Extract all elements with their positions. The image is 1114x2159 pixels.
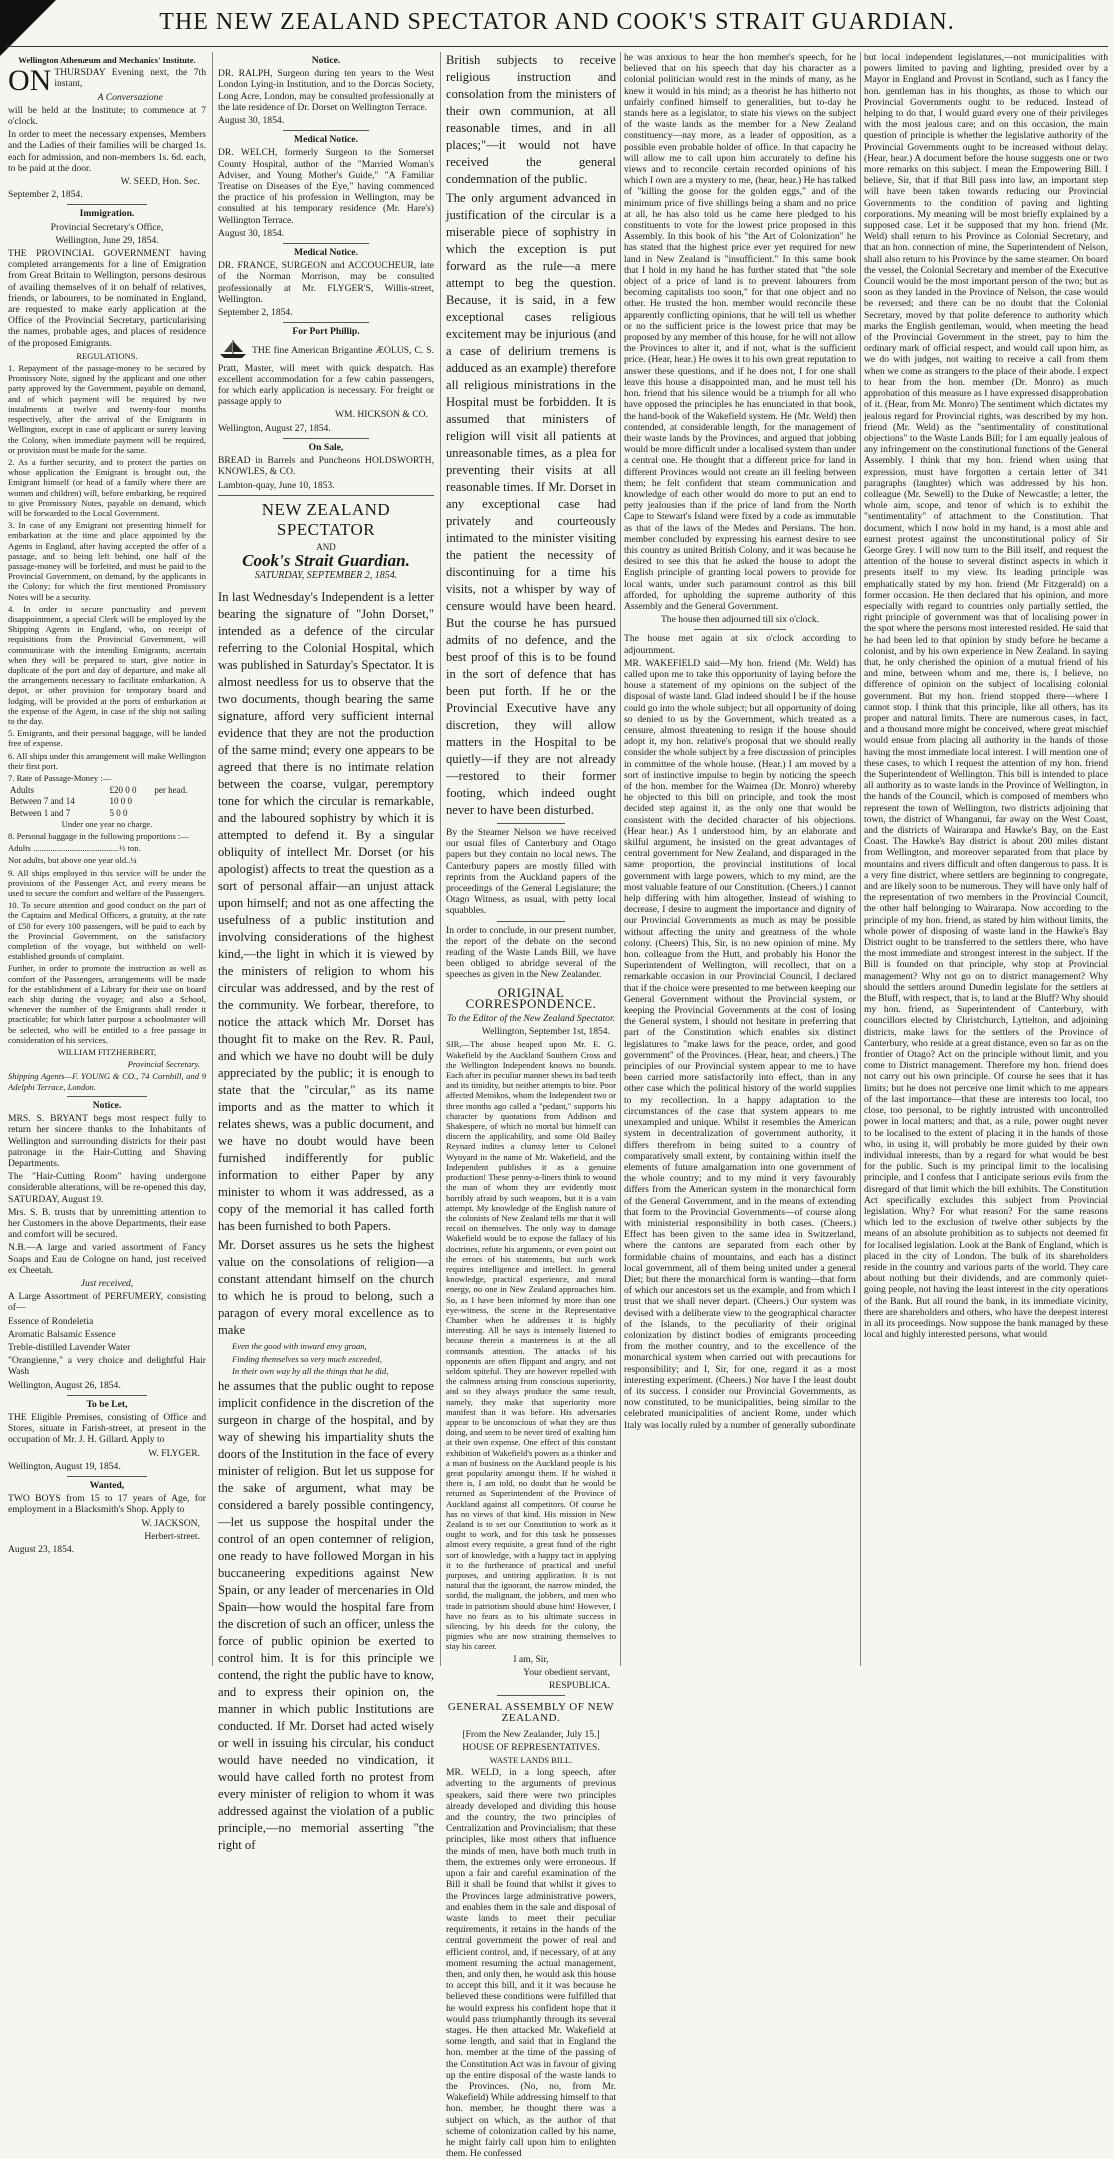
immigration-signer: WILLIAM FITZHERBERT, <box>57 1047 157 1058</box>
immigration-signer-title: Provincial Secretary. <box>127 1059 200 1070</box>
athenaeum-p2: will be held at the Institute; to commence at 7 o'clock. <box>8 104 206 128</box>
assembly-title: GENERAL ASSEMBLY OF NEW ZEALAND. <box>447 1701 615 1725</box>
wanted-street: Herbert-street. <box>144 1530 200 1542</box>
editorial-p3: he assumes that the public ought to repose implicit confidence in the discretion of the surgeon in charge of the hospital, and by way of shewing his impartiality shuts the doors of the Institution in the face of every minister of religion. But let us suppose for the sake of argument, what may be considered a barely possible contingency,—let us suppose the hospital under the control of an open contemner of religion, one ready to have followed Morgan in his buccaneering expeditions against New Spain, or any leader of mercenaries in Old Spain—how would the hospital fare from the discretion of such an officer, unless the force of public opinion be exerted to control him. It is for this principle we contend, the right the public have to know, and to express their opinion on, the manner in which public Institutions are conducted. If Mr. Dorset had acted wisely or well in issuing his circular, his conduct would have needed no vindication, it would have called forth no protest from every minister of religion to whom it was addressed against the violation of a public principle,—no memorial asserting "the right of <box>218 1378 434 1852</box>
immigration-office-date: Wellington, June 29, 1854. <box>55 234 159 246</box>
col3-p4: In order to conclude, in our present number, the report of the debate on the second reading of the Waste Lands Bill, we have been obliged to abridge several of the speeches as given in the New Zealander. <box>446 924 616 981</box>
tolet-p1: THE Eligible Premises, consisting of Office and Stores, situate in Farish-street, at present in the occupation of Mr. J. H. Gillard. Apply to <box>8 1411 206 1446</box>
column-2 <box>218 52 434 1852</box>
france-p1: DR. FRANCE, SURGEON and ACCOUCHEUR, late of the Norman Morrison, may be consulted professionally at Mr. FLYGER'S, Willis-street, Wellington. <box>218 260 434 305</box>
athenaeum-signer: W. SEED, Hon. Sec. <box>120 176 200 188</box>
bryant-p3: Mrs. S. B. trusts that by unremitting attention to her Customers in the above Departments, their ease and comfort will be secured. <box>8 1206 206 1241</box>
phillip-text: THE fine American Brigantine ÆOLUS, C. S. Pratt, Master, will meet with quick despatch. Has excellent accommodation for a few cabin passengers, for which early application is necessary. For freight or passage apply to <box>218 345 434 408</box>
fare-label: Between 7 and 14 <box>10 796 75 807</box>
adjourn-note: The house then adjourned till six o'clock. <box>660 614 820 626</box>
divider <box>497 1695 565 1696</box>
regulation-4: 4. In order to secure punctuality and prevent disappointment, a special Clerk will be employed by the Shipping Agents in England, who, on receipt of requisitions from the Provincial Government, will communicate with the intending Emigrants, ascertain when they will be prepared to start, give notice in duplicate of the port and day of departure, and make all the arrangements necessary to facilitate embarkation. A depot, or other provision for temporary board and lodging, will be provided at the ports of embarkation at the expense of the Agent, in case of the ship not sailing to the day. <box>8 603 206 726</box>
letter-closing: I am, Sir, <box>513 1653 549 1665</box>
fare-note: Under one year no charge. <box>61 818 153 829</box>
regulation-2: 2. As a further security, and to protect the parties on whose application the Emigrant is brought out, the Emigrant himself (or head of a family where there are women and children) will, before embarking, be required to give Promissory Notes, payable on demand, which will be forwarded to the Local Government. <box>8 456 206 518</box>
editorial-continued <box>446 52 616 819</box>
regulation-9: 9. All ships employed in this service will be under the provisions of the Passenger Act, and every means be used to secure the comfort and welfare of the Passengers. <box>8 867 206 899</box>
immigration-office: Provincial Secretary's Office, <box>50 221 164 233</box>
fare-unit <box>152 808 206 819</box>
ralph-title: Notice. <box>311 55 341 66</box>
verse-line: Finding themselves so very much exceeded, <box>232 1353 382 1364</box>
baggage-adults: Adults ........................................½ ton. <box>8 843 141 854</box>
paper-and: AND <box>316 541 336 552</box>
ralph-date: August 30, 1854. <box>218 115 285 127</box>
wanted-title: Wanted, <box>89 1479 125 1491</box>
column-rule <box>440 52 441 1666</box>
paper-date: SATURDAY, SEPTEMBER 2, 1854. <box>254 570 398 582</box>
tolet-signer: W. FLYGER. <box>148 1447 200 1459</box>
col4-p1: he was anxious to hear the hon member's speech, for he believed that on his speech that day his character as a colonial politician would rest in the minds of many, as he knew it would in his mind; as a theorist he has hitherto not unfairly confined himself to generalities, but to-day he stands here as a legislator, to state his views on the subject of the waste lands as the member for a New Zealand constituency—nay more, as a leader of opposition, as a possible even probable holder of office. In that capacity he will allow me to call upon him accurately to define his views and to reconcile certain recorded opinions of his which I own are a mystery to me, (hear, hear.) He has talked of "killing the goose for the golden eggs," and of the minimum price of five shillings being a sham and no price at all, he has also told us he came here pledged to his constituents to vote for the lowest price proposed in this Assembly. In this book of his "the Art of Colonization" he has stated that the highest price ever yet required for new land in New Zealand is "insufficient." In this same book that I hold in my hand he has further stated that "the sole object of a price of land is to prevent labourers from becoming capitalists too soon," for that one object and no other. He trusted the hon. member would reconcile these apparently conflicting opinions, that he will tell us whether or no the sufficient price is the lowest price that may be proposed by any member of this house, for he will not allow the Provinces to alter it, and if not, what is the sufficient price. (Hear, hear.) He owes it to his own great reputation to answer these questions, and if he does not, I for one shall leave this house a disappointed man, and he must tell his hon. friend that his silence would be a triumph for all who have opposed the principles he has enunciated in that book, the hand-book of the Wakefield system. He (Mr. Weld) then contended, at considerable length, for the management of their waste lands by the Provinces, and argued that jobbing would be more difficult under a localised system than under a central one. He thought that a different price for land in different Provinces would not create an ill feeling between them; he felt confident that steam communication and knowledge of each other would do more to put an end to petty jealousies than if the price of land from the North Cape to Stewart's Island were fixed by a code as immutable as that of the laws of the Medes and Persians. The hon. member concluded by expressing his earnest desire to see this country as united British Colony, and it was because he desired to see this that he asked the house to adopt the English principle of granting local powers to provide for local wants, under such paramount control as this bill afforded, for upholding the supreme authority of this Assembly and the General Government. <box>624 52 856 612</box>
phillip-title: For Port Phillip. <box>292 326 360 338</box>
weld-speech: MR. WELD, in a long speech, after adverting to the arguments of previous speakers, said there were two principles already developed and dividing this house and the country, the two principles of Centralization and Provincialism; that these principles, like most others that influence the minds of men, have both much truth in them, the extremes only were erroneous. If upon a fair and careful examination of the Bill it shall be found that whilst it gives to the Provinces large administrative powers, and enables them in the sale and disposal of waste lands to meet their peculiar requirements, it retains in the hands of the central government the power of real and efficient control, and, if necessary, of at any moment resuming the actual management, then, and only then, he would ask this house to accept this bill, and it it was because he believed these conditions were fulfilled that he would express his confident hope that it would pass triumphantly through its several stages. He then attacked Mr. Wakefield at some length, and said that in England the hon. member at the time of the passing of the Constitution Act was in favour of giving up the entire disposal of the waste lands to the Provinces. (No, no, from Mr. Wakefield) While addressing himself to that hon. member, he thought there was a subject on which, as the author of that scheme of colonization called by his name, he might fairly call upon him to enlighten them. He confessed <box>446 1767 616 2159</box>
fare-row <box>8 785 206 796</box>
immigration-title: Immigration. <box>79 208 135 220</box>
column-rule <box>860 52 861 1666</box>
paper-subtitle: Cook's Strait Guardian. <box>242 550 410 570</box>
regulations-title: REGULATIONS. <box>76 350 138 361</box>
perfume-item: Aromatic Balsamic Essence <box>8 1328 116 1340</box>
athenaeum-event: A Conversazione <box>97 91 163 103</box>
column-5 <box>864 52 1108 1666</box>
divider <box>283 322 369 323</box>
bryant-p2: The "Hair-Cutting Room" having undergone considerable alterations, will be re-opened this day, SATURDAY, August 19. <box>8 1171 206 1205</box>
wanted-date: August 23, 1854. <box>8 1544 75 1555</box>
divider <box>497 921 565 922</box>
paper-title: NEW ZEALAND SPECTATOR <box>261 499 391 539</box>
masthead: THE NEW ZEALAND SPECTATOR AND COOK'S STRAIT GUARDIAN. <box>159 9 955 35</box>
athenaeum-title: Wellington Athenæum and Mechanics' Institute. <box>18 55 196 65</box>
fares-table <box>8 785 206 819</box>
fare-unit <box>152 796 206 807</box>
sale-date: Lambton-quay, June 10, 1853. <box>218 479 335 491</box>
ship-icon <box>218 339 248 362</box>
sale-p1: BREAD in Barrels and Puncheons HOLDSWORTH, KNOWLES, & CO. <box>218 455 434 478</box>
france-date: September 2, 1854. <box>218 307 293 319</box>
phillip-p1 <box>218 339 434 407</box>
correspondence-title: ORIGINAL CORRESPONDENCE. <box>465 984 597 1011</box>
letter-closing-2: Your obedient servant, <box>523 1666 610 1678</box>
regulation-1: 1. Repayment of the passage-money to be secured by Promissory Note, signed by the applicant and one other party approved by the Government, payable on demand, and of which payment will be required by two instalments at twelve and twenty-four months respectively, after the arrival of the Emigrants in Wellington, except in case of applicant or surety leaving the Colony, when immediate payment will be required, or provision must be made for the same. <box>8 363 206 455</box>
to-editor: To the Editor of the New Zealand Spectator. <box>446 1013 616 1025</box>
fare-label: Adults <box>10 785 35 796</box>
correspondence-date: Wellington, September 1st, 1854. <box>481 1026 610 1038</box>
bill-title: WASTE LANDS BILL. <box>489 1755 573 1766</box>
shipping-agents: Shipping Agents—F. YOUNG & CO., 74 Cornhill, and 9 Adelphi Terrace, London. <box>8 1071 206 1092</box>
verse-line: In their own way by all the things that he did, <box>232 1365 389 1376</box>
divider <box>67 1395 146 1396</box>
bryant-p5: A Large Assortment of PERFUMERY, consisting of— <box>8 1291 206 1314</box>
fare-amount: 10 0 0 <box>109 796 133 807</box>
immigration-intro: THE PROVINCIAL GOVERNMENT having completed arrangements for a line of Emigration from Great Britain to Wellington, persons desirous of availing themselves of it on behalf of relatives, friends, or labourers, to be nominated in England, are requested to make early application at the Office of the Provincial Secretary, particularising the names, probable ages, and places of residence of the proposed Emigrants. <box>8 248 206 349</box>
editorial-p2: Mr. Dorset assures us he sets the highest value on the consolations of religion—a constant attendant himself on the church to which he is proud to belong, such a paragon of every moral excellence as to make <box>218 1238 434 1338</box>
divider <box>497 823 565 824</box>
tolet-date: Wellington, August 19, 1854. <box>8 1460 121 1472</box>
editorial <box>218 589 434 1854</box>
column-3 <box>446 52 616 2159</box>
fare-amount: £20 0 0 <box>109 785 137 796</box>
column-1 <box>8 52 206 1666</box>
divider <box>67 204 146 205</box>
regulation-10: 10. To secure attention and good conduct on the part of the Captains and Medical Officers, a gratuity, at the rate of £50 for every 100 passengers, will be paid to each by the Provincial Government, on the satisfactory completion of the voyage, but withheld on well-established grounds of complaint. <box>8 900 206 962</box>
divider <box>67 1476 146 1477</box>
fare-amount: 5 0 0 <box>109 807 128 818</box>
athenaeum-p1: THURSDAY Evening next, the 7th instant, <box>54 67 206 90</box>
welch-date: August 30, 1854. <box>218 227 285 239</box>
divider <box>283 243 369 244</box>
athenaeum-date: September 2, 1854. <box>8 189 83 201</box>
regulation-8: 8. Personal baggage in the following proportions :— <box>8 831 189 842</box>
wanted-p1: TWO BOYS from 15 to 17 years of Age, for employment in a Blacksmith's Shop. Apply to <box>8 1493 206 1516</box>
welch-title: Medical Notice. <box>294 134 358 146</box>
france-title: Medical Notice. <box>294 247 358 259</box>
sale-title: On Sale, <box>308 441 344 453</box>
wanted-signer: W. JACKSON, <box>141 1517 200 1529</box>
regulation-5: 5. Emigrants, and their personal baggage, will be landed free of expense. <box>8 728 206 749</box>
perfume-item: "Orangienne," a very choice and delightful Hair Wash <box>8 1355 206 1378</box>
divider <box>218 495 434 496</box>
bryant-p4: N.B.—A large and varied assortment of Fancy Soaps and Eau de Cologne on hand, just received ex Cheetah. <box>8 1242 206 1276</box>
phillip-signer: WM. HICKSON & CO. <box>334 409 428 421</box>
editorial-p1: In last Wednesday's Independent is a letter bearing the signature of "John Dorset," intended as a defence of the circular referring to the Colonial Hospital, which was published in Saturday's Spectator. It is almost needless for us to observe that the two documents, though bearing the same signature, afford very sufficient internal evidence that they are not the production of the same mind; every one appears to be agreed that there is no intimate relation between the coarse, vulgar, peremptory tone for which the circular is remarkable, and the laboured sophistry by which it is attempted to defend it. By a singular obliquity of intellect Mr. Dorset (or his apologist) affects to treat the question as a sort of personal affair—an unjust attack upon himself; and not as one affecting the usefulness of a public institution and involving considerations of the highest kind,—the light in which it is viewed by the ministers of religion to whom his circular was addressed, and by the rest of the community. We forbear, therefore, to notice the attack which Mr. Dorset has thought fit to make on the Rev. R. Paul, and which we have no doubt will be duly appreciated by the public; it is enough to state that the "circular," as its name imports and as the matter to which it relates shews, was a public document, and we have no doubt would have been furnished indifferently for public information to either Paper by any minister to whom it was addressed, as a copy of the memorial it has called forth has been furnished to both Papers. <box>218 590 434 1234</box>
wakefield-speech: MR. WAKEFIELD said—My hon. friend (Mr. Weld) has called upon me to take this opportunity of laying before the house a statement of my opinions on the subject of the disposal of waste land. Glad indeed should I be if the house could go into the whole subject; but all opportunity of doing so denied to us by the Government, which treated as a censure, almost threatening to resign if the house should adopt it, my hon. relative's proposal that we should really consider the whole subject by a free discussion of principles in committee of the whole house. (Hear.) I am moved by a sort of instinctive impulse to begin by noticing the speech of the hon. member for the Waimea (Dr. Monro) whereby he objected to this bill on principle, and took the most decided step against it, as the only one that would be consistent with the decided character of his objections. (Hear hear.) As I understood him, by an elaborate and skilful argument, he insisted on the great advantages of central government for New Zealand, and disparaged in the same proportion, the provincial institutions of local government with large powers, which to my mind, are the most valuable feature of our Constitution. (Cheers.) I cannot help differing with him altogether. Instead of wishing to decrease, I desire to augment the importance and dignity of our Provincial Governments as much as may be possible without affecting the unity and greatness of the whole colony. (Cheers) This, Sir, is no new opinion of mine. My hon. colleague from the Hutt, and probably his Honor the Superintendent of Wellington, will recollect, that on a remarkable occasion in our Provincial Council, I declared that if the choice were presented to me between keeping our General Government without the Provincial system, or keeping the Provincial Governments at the cost of losing the General system, I should not hesitate in preferring that part of the Constitution which enables six distinct legislatures to "make laws for the peace, order, and good government" of the Provinces. (Hear, hear, and cheers.) The principles of our Provincial system appear to me to have been carried more satisfactorily into effect, than in any other case which the political history of the world supplies to my recollection. In a happy adaptation to the circumstances of the case that system appears to me unexampled and unique. Whilst it resembles the American system in decentralization of government authority, it differs therefrom in being suited to a country of comparatively small extent, by containing within itself the elements of future amalgamation into one government of the whole country; and to my mind it very favourably differs from the American system in the monarchical form of the General Government, and in the means of extending that form to the Provincial Governments—of course along with ministerial responsibility in both cases. (Cheers.) Effect has been given to the same idea in Switzerland, where the cantons are separated from each other by formidable chains of mountains, and each has a distinct local government, all of them being united under a general Diet; but there the monarchical form is wanting—that form of which our ancestors set us the example, and from which I trust that we shall never depart. (Cheers.) Our system was devised with a deliberate view to the geographical character of the Islands, to the peculiarity of their original colonization by distinct bodies of emigrants proceeding from the mother country, and to the excellence of the monarchical system when carried out with precautions for responsibility; and I, Sir, for one, regard it as a most interesting experiment. (Cheers.) Nor have I the least doubt of its success. I consider our Provincial Governments, as now constituted, to be municipalities, being similar to the celebrated municipalities of ancient Rome, under which Italy was locally ruled by a number of generally subordinate <box>624 657 856 1431</box>
regulation-7: 7. Rate of Passage-Money :— <box>8 773 112 783</box>
col4-p2: The house met again at six o'clock according to adjournment. <box>624 633 856 656</box>
baggage-children: Not adults, but above one year old..¼ <box>8 855 137 866</box>
fare-unit: per head. <box>154 785 188 796</box>
verse-line: Even the good with inward envy groan, <box>232 1341 367 1352</box>
column-rule <box>620 52 621 1666</box>
divider <box>283 438 369 439</box>
bryant-date: Wellington, August 26, 1854. <box>8 1379 121 1391</box>
fare-row <box>8 796 206 807</box>
col3-p3: By the Steamer Nelson we have received our usual files of Canterbury and Otago papers but they contain no local news. The Canterbury papers are mostly filled with reprints from the Auckland papers of the proceedings of the General Legislature; the Otago Witness, as usual, with petty local squabbles. <box>446 827 616 917</box>
athenaeum-p3: In order to meet the necessary expenses, Members and the Ladies of their families will be charged 1s. each for admission, and non-members 1s. 6d. each, to be paid at the door. <box>8 129 206 174</box>
bryant-received: Just received, <box>80 1277 134 1289</box>
letter-body: SIR,—The abuse heaped upon Mr. E. G. Wakefield by the Auckland Southern Cross and the Wellington Independent knows no bounds. Each after its peculiar manner shews its bad teeth and its timidity, but neither attempts to bite. Poor affected Metoikos, whom the Independent two or three months ago called a "pedant," supports his character by quotations from Addison and Shakespere, of which no mortal but himself can discern the applicability, and some Old Bailey Reynard indites a clumsy letter to Colonel Wynyard in the name of Mr. Wakefield, and the Independent publishes it as a genuine production! These penny-a-liners think to wound the man of whom they are evidently most horribly afraid by such weapons, but it is a vain attempt. My knowledge of the English nature of the colonists of New Zealand tells me that it will recoil on themselves. The only way to damage Wakefield would be to expose the fallacy of his doctrines, refute his arguments, or even point out the errors of his statements, but such work requires intelligence and intellect. In general knowledge, practical experience, and moral energy, no one in New Zealand approaches him. So, as I have been informed by more than one eye-witness, the scene in the Representative Chamber when he addresses it is highly interesting. All he says is intensely listened to because therein a masterness is at the all commands attention. The attacks of his opponents are often flippant and angry, and not seldom spiteful. They are however repelled with the calmness arising from conscious superiority, and so they always produce the same result, namely, they make that superiority more manifest than it was before. His adversaries appear to be unconscious of what they are thus doing, and seem to be never tired of exalting him at their own expense. One effect of this constant exhibition of Wakefield's powers as a thinker and a man of business on the Auckland people is his great popularity amongst them. If he wished it there is, I am told, no doubt that he would be returned as Superintendent of the Province of Auckland against all competitors. Of course he has no views of that kind. His mission in New Zealand is to set our Constitution to work as it ought to work, and for this task he possesses almost every requisite, a great fund of the right sort of knowledge, with a happy tact in applying it to the furtherance of practical and useful purposes, and untiring application. It is not natural that the ignorant, the narrow minded, the sordid, the malignant, the jobbers, and men who trade in patriotism should abuse him! However, I have no fears as to his ultimate success in silencing, by his deeds for the colony, the pigmies who are now straining themselves to stay his career. <box>446 1039 616 1652</box>
col3-p1: British subjects to receive religious instruction and consolation from the ministers of their own communion, at all reasonable times, and in all places;"—it would not have received the general condemnation of the public. <box>446 53 616 186</box>
perfume-item: Treble-distilled Lavender Water <box>8 1341 131 1353</box>
assembly-source: [From the New Zealander, July 15.] <box>462 1728 600 1740</box>
divider <box>283 130 369 131</box>
bryant-p1: MRS. S. BRYANT begs most respect fully to return her sincere thanks to the Inhabitants of Wellington and surrounding districts for their past patronage in the Hair-Cutting and Shaving Departments. <box>8 1113 206 1169</box>
divider <box>694 629 787 630</box>
perfume-item: Essence of Rondeletia <box>8 1315 94 1327</box>
divider <box>67 1096 146 1097</box>
column-rule <box>212 52 213 1666</box>
bryant-title: Notice. <box>92 1099 122 1111</box>
welch-p1: DR. WELCH, formerly Surgeon to the Somerset County Hospital, author of the "Married Woman's Adviser, and Young Mother's Guide," "A Familiar Treatise on Diseases of the Eye," having commenced the practice of his profession in Wellington, may be consulted at his temporary residence (Mr. Hare's) Wellington Terrace. <box>218 147 434 226</box>
column-4 <box>624 52 856 1666</box>
phillip-date: Wellington, August 27, 1854. <box>218 422 331 434</box>
letter-signature: RESPUBLICA. <box>548 1680 610 1692</box>
wakefield-speech-continued: but local independent legislatures,—not municipalities with powers limited to paving and lighting, presided over by a Mayor in England and Provost in Scotland, such as I fancy the hon. gentleman has in his thoughts, as those to which our Provincial Governments ought to be reduced. Instead of helping to do that, I would guard every one of their privileges with the most jealous care; and on this occasion, the main question of principle is whether the legislative authority of the Provincial Governments ought to be increased without delay. (Hear, hear.) A document before the house suggests one or two more remarks on this subject. I mean the Empowering Bill. I believe, Sir, that if that Bill pass into law, an important step will have been taken towards reducing our Provincial Governments to the condition of paving and lighting corporations. My meaning will be most briefly explained by a supposed case. Let it be supposed that my hon. friend (Mr. Weld) shall return to his Province as Colonial Secretary, and that an hon. connection of mine, the Superintendent of Nelson, shall also return to his Province by the same steamer. On board the vessel, the Colonial Secretary and member of the Executive Council would be the most important person of the two; but as soon as they landed in the Province of Nelson, the case would be reversed; and there can be no doubt that the Colonial Secretary, moved by that polite deference to authority which marks the English gentleman, would, when meeting the head of the Provincial Government in the street, pay to him the ordinary mark of official respect, and would call upon him, as we do with judges, not waiting to receive a call from them when we come as strangers to the place of their abode. I expect to hear from the hon. member (Dr. Monro) as much approbation of this measure as I have expressed disapprobation of it. (Hear, from Mr. Monro) The sentiment which dictates my jealous regard for Provincial rights, was described by my hon. friend (Mr. Weld) as the "sentimentality of constitutional objections" to the Waste Lands Bill; for I am equally jealous of any infringement on the constitutional functions of the General Assembly. I think that my hon. friend when using that expression, must have forgotten a certain letter of 341 paragraphs (laughter) which was addressed by his hon. colleague (Mr. Sewell) to the Duke of Newcastle; a letter, the whole aim, scope, and tenor of which is to exhibit the "sentimentality" of attachment to the Constitution. That document, which I now hold in my hand, is a most able and earnest protest against the unconstitutional policy of Sir George Grey. I will now turn to the Bill itself, and request the attention of the house to several distinct aspects in which it presents itself to my view. Its leading principle was emphatically stated by my hon. friend (Mr Fitzgerald) on a former occasion. He then declared that his opinion, and more especially with regard to countries only partially settled, the right principle of government was that of localising power in the spot where the persons most interested resided. He said that he had been led to that opinion by study before he became a colonist, and by his own experience in New Zealand. In saying that, he only cherished the opinion of a mutual friend of his and mine, between whom and me, there is, I believe, no difference of opinion on the subject of localising colonial government. But my hon. friend stopped there—where I cannot stop. I think that this principle, like all others, has its proper and natural limits. There are numerous cases, in fact, and a thousand more might be conceived, where great mischief would ensue from placing all authority in the hands of those having the most immediate local interest. I will mention one of these cases, to which I request the attention of my hon. friend the Superintendent of Wellington. This bill is intended to place all authority as to waste lands in the Province of Wellington, in the hands of the Council, which is composed of members who represent the town of Wellington, two districts adjoining that town, the district of Whanganui, far away on the West Coast, and the districts of Wairarapa and Hawke's Bay, on the East Coast. The Hawke's Bay district is about 200 miles distant from Wellington, and moreover separated from that place by mountains and rivers difficult and often dangerous to pass. It is a very fine district, where settlers are beginning to congregate, and are likely soon to be numerous. They will have only half of the representation of two members in the Provincial Council, the other half belonging to Wairarapa. Now according to the principle of my hon. friend, as stated by him without limits, the whole power of disposing of waste land in the Hawke's Bay District ought to be transferred to the settlers there, who have the most immediate and strongest interest in the subject. If the Bill is founded on that principle, why stop at Provincial management? Why not go on to district management? Why should the settlers around Dunedin legislate for the settlers at the Bluff, with respect, that is, to land at the Bluff? Why should my hon. friend, as Superintendent of Canterbury, with councillors elected by Christchurch, Lyttelton, and adjoining districts, make laws for the settlers of the Province of Canterbury, who reside at a great distance, even so far as on the frontier of Otago? Act on the principle without limit, and you come to District management. Therefore my hon. friend does not carry out his own principle. Of course he sees that it has limits; but he does not perceive one limit which to me appears of the last importance—that these are interests too local, too close, too personal, to be rightly intrusted with uncontrolled power in local matters; and that, as a rule, power ought never to be localised to the extent of placing it in the hands of those who, in using it, will probably be more guided by their own individual interests, than by a regard for what would be best for the public. Such is my principal limit to the localising principle, and I confess that I anticipate serious evils from the disregard of that limit which the bill exhibits. The Constitution Act specifically excludes this subject from Provincial legislation. Why? For what reason? For the same reasons which led to the exclusion of twelve other subjects by the means of an absolute prohibition as to subjects not deemed fit for localised legislation. Look at the Bank of England, which is placed in the city of London. The bulk of its shareholders reside in the country and various parts of the world. They care about nothing but their dividends, and are commonly quiet-going people, not having the least interest in the city operations of the Bank. But all round the bank, in its immediate vicinity, there are shareholders and others, who have the deepest interest in all its proceedings. Now suppose the bank managed by these local and highly interested persons, what would <box>864 52 1109 1341</box>
col3-p2: The only argument advanced in justification of the circular is a miserable piece of sophistry in which the exception is put forward as the rule—a mere attempt to beg the question. Because, it is said, in a few exceptional cases religious excitement may be injurious (and a case of delirium tremens is adduced as an example) therefore all religious ministrations in the Hospital must be forbidden. It is assumed that ministers of religion will visit all patients at unreasonable times, as a plea for preventing their visits at all reasonable times. If Mr. Dorset in any exceptional case had privately and courteously intimated to the minister visiting the patient the necessity of discontinuing for a time his visits, not a whisper by way of censure would have been heard. But the course he has pursued admits of no defence, and the best proof of this is to be found in the sort of defence that has been put forth. If he or the Provincial Executive have any discretion, they will allow matters in the Hospital to be quietly—if they are not already—restored to their former footing, which indeed ought never to have been disturbed. <box>446 191 616 817</box>
dropcap: ON <box>8 64 52 98</box>
fare-label: Between 1 and 7 <box>10 807 71 818</box>
tolet-title: To be Let, <box>86 1398 128 1410</box>
masthead-rule <box>6 46 1108 47</box>
regulation-6: 6. All ships under this arrangement will make Wellington their first port. <box>8 750 206 771</box>
ralph-p1: DR. RALPH, Surgeon during ten years to the West London Lying-in Institution, and to the Dorcas Society, Long Acre, London, may be consulted professionally at the late residence of Dr. Dorset on Wellington Terrace. <box>218 68 434 113</box>
regulation-3: 3. In case of any Emigrant not presenting himself for embarkation at the time and place appointed by the Agents in England, after having accepted the offer of a passage, and so being left behind, one half of the passage-money will be forfeited, and must be paid to the Provincial Government, on demand, by the applicants in the Colony; for which the first mentioned Promissory Notes will be a security. <box>8 520 206 602</box>
house-title: HOUSE OF REPRESENTATIVES. <box>462 1741 600 1753</box>
fare-row <box>8 808 206 819</box>
immigration-further: Further, in order to promote the instruction as well as comfort of the Passengers, arrangements will be made for the establishment of a Library for their use on board each ship during the voyage; and also a School, whenever the number of the Emigrants shall render it practicable; for which latter purpose a schoolmaster will be selected, who will be entitled to a free passage in consideration of his services. <box>8 963 206 1045</box>
